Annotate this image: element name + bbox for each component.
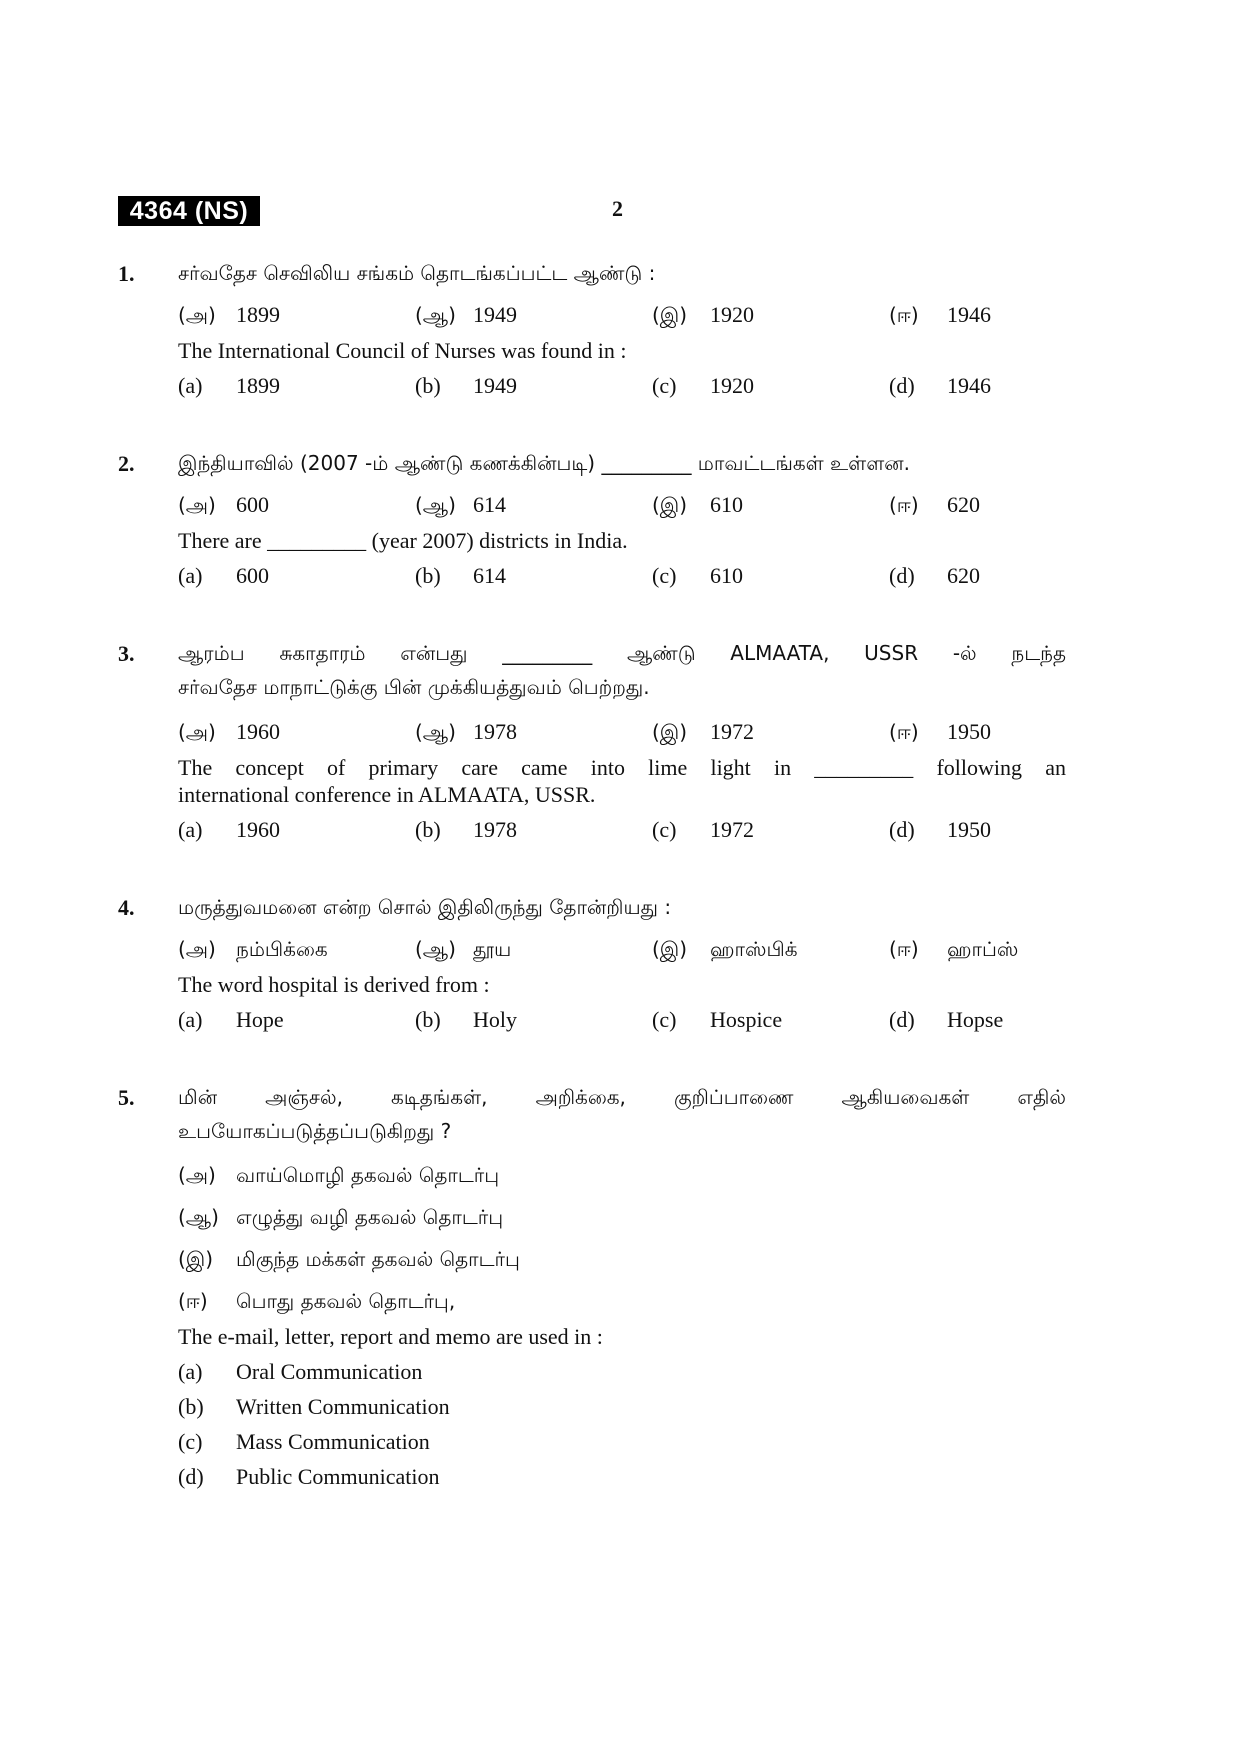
page-number: 2 — [612, 196, 623, 221]
option-tamil-3: (இ) 1972 — [652, 719, 754, 744]
question-text-tamil: சர்வதேச செவிலிய சங்கம் தொடங்கப்பட்ட ஆண்டு : — [178, 261, 656, 285]
option-english-c: (c) 610 — [652, 563, 743, 588]
option-english-a: (a) 600 — [178, 563, 269, 588]
option-english-b: (b) 1978 — [415, 817, 517, 842]
option-tamil-1: (அ) 600 — [178, 492, 269, 517]
option-english-a: (a) Oral Communication — [178, 1359, 423, 1384]
option-tamil-4: (ஈ) பொது தகவல் தொடர்பு, — [178, 1289, 456, 1313]
option-english-b: (b) 1949 — [415, 373, 517, 398]
option-tamil-2: (ஆ) 1949 — [415, 302, 517, 327]
option-english-b: (b) Written Communication — [178, 1394, 450, 1419]
option-tamil-2: (ஆ) 1978 — [415, 719, 517, 744]
option-tamil-1: (அ) 1899 — [178, 302, 280, 327]
option-tamil-1: (அ) வாய்மொழி தகவல் தொடர்பு — [178, 1163, 500, 1187]
option-tamil-1: (அ) 1960 — [178, 719, 280, 744]
option-tamil-4: (ஈ) 620 — [889, 492, 980, 517]
option-tamil-2: (ஆ) எழுத்து வழி தகவல் தொடர்பு — [178, 1205, 504, 1229]
option-english-d: (d) 620 — [889, 563, 980, 588]
option-tamil-4: (ஈ) 1946 — [889, 302, 991, 327]
question-number: 3. — [118, 641, 135, 666]
question-text-english: There are _________ (year 2007) districts in India. — [178, 528, 628, 553]
option-english-c: (c) 1920 — [652, 373, 754, 398]
question-text-tamil-line-1: மின் அஞ்சல், கடிதங்கள், அறிக்கை, குறிப்பாணை ஆகியவைகள் எதில் — [178, 1085, 1066, 1109]
question-text-english: The International Council of Nurses was found in : — [178, 338, 627, 363]
question-number: 5. — [118, 1085, 135, 1110]
question-text-tamil: இந்தியாவில் (2007 -ம் ஆண்டு கணக்கின்படி) _________ மாவட்டங்கள் உள்ளன. — [178, 451, 911, 475]
option-tamil-3: (இ) 1920 — [652, 302, 754, 327]
option-tamil-2: (ஆ) 614 — [415, 492, 506, 517]
question-text-english: The word hospital is derived from : — [178, 972, 490, 997]
option-tamil-3: (இ) மிகுந்த மக்கள் தகவல் தொடர்பு — [178, 1247, 520, 1271]
option-english-b: (b) 614 — [415, 563, 506, 588]
option-english-c: (c) 1972 — [652, 817, 754, 842]
option-tamil-1: (அ) நம்பிக்கை — [178, 937, 328, 961]
option-english-d: (d) 1946 — [889, 373, 991, 398]
option-english-d: (d) Public Communication — [178, 1464, 440, 1489]
option-english-a: (a) 1899 — [178, 373, 280, 398]
option-tamil-4: (ஈ) ஹாப்ஸ் — [889, 937, 1019, 961]
paper-code-badge: 4364 (NS) — [118, 196, 260, 226]
question-number: 1. — [118, 261, 135, 286]
option-english-a: (a) Hope — [178, 1007, 284, 1032]
option-english-c: (c) Mass Communication — [178, 1429, 430, 1454]
option-english-c: (c) Hospice — [652, 1007, 783, 1032]
question-text-english-line-2: international conference in ALMAATA, USSR. — [178, 782, 596, 807]
option-tamil-4: (ஈ) 1950 — [889, 719, 991, 744]
option-tamil-3: (இ) ஹாஸ்பிக் — [652, 937, 798, 961]
question-text-tamil: மருத்துவமனை என்ற சொல் இதிலிருந்து தோன்றியது : — [178, 895, 672, 919]
question-number: 4. — [118, 895, 135, 920]
option-english-b: (b) Holy — [415, 1007, 517, 1032]
question-text-tamil-line-2: சர்வதேச மாநாட்டுக்கு பின் முக்கியத்துவம் பெற்றது. — [178, 675, 650, 699]
question-text-tamil-line-1: ஆரம்ப சுகாதாரம் என்பது _________ ஆண்டு ALMAATA, USSR -ல் நடந்த — [178, 641, 1066, 665]
question-text-tamil-line-2: உபயோகப்படுத்தப்படுகிறது ? — [178, 1119, 452, 1143]
option-english-a: (a) 1960 — [178, 817, 280, 842]
option-tamil-2: (ஆ) தூய — [415, 937, 512, 961]
question-number: 2. — [118, 451, 135, 476]
option-tamil-3: (இ) 610 — [652, 492, 743, 517]
question-text-english: The e-mail, letter, report and memo are used in : — [178, 1324, 603, 1349]
option-english-d: (d) Hopse — [889, 1007, 1004, 1032]
option-english-d: (d) 1950 — [889, 817, 991, 842]
question-text-english-line-1: The concept of primary care came into lime light in _________ following an — [178, 755, 1066, 780]
